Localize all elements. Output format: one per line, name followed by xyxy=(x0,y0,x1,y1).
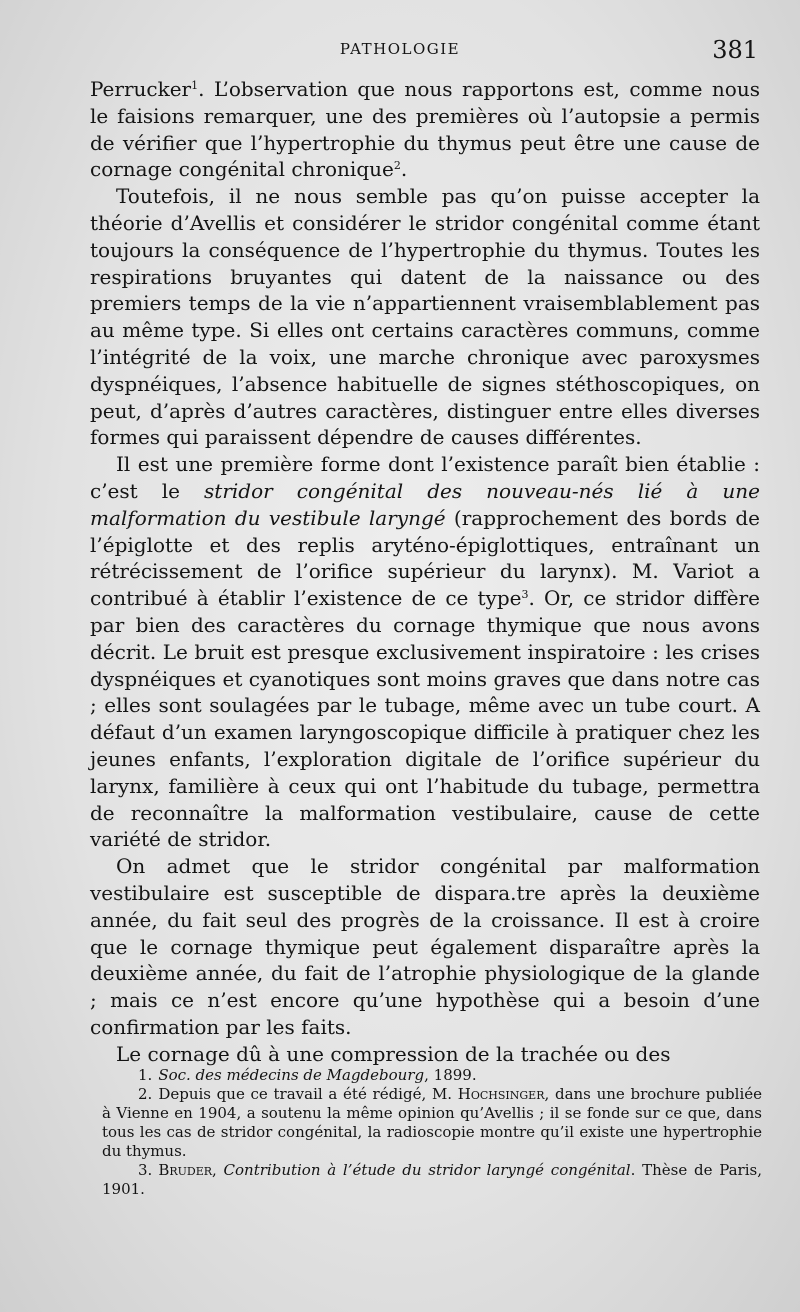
running-title: PATHOLOGIE xyxy=(339,40,461,58)
footnotes xyxy=(102,1066,762,1199)
paragraph-1-text-a: Perrucker xyxy=(90,77,192,101)
footnote-1 xyxy=(102,1066,762,1085)
paragraph-3-text-b: (rapprochement des bords de l’épiglotte et des replis aryténo-épiglottiques, entraînant un rétrécissement de l’orifice supérieur du larynx). M. Variot a contribué à établir l’existence de ce type xyxy=(90,505,760,611)
footnote-2-text-a: Depuis que ce travail a été rédigé, M. xyxy=(158,1085,458,1103)
footnote-2 xyxy=(102,1085,762,1161)
footnote-2-author: Hochsinger xyxy=(457,1085,545,1103)
footnote-2-number: 2. xyxy=(138,1085,153,1103)
footnote-3-separator: , xyxy=(212,1161,224,1179)
paragraph-3-text-a: Il est une première forme dont l’existence paraît bien établie : c’est le xyxy=(90,452,760,503)
body-text xyxy=(90,76,760,1067)
footnote-ref-3: 3 xyxy=(521,588,529,602)
paragraph-1 xyxy=(90,76,760,183)
footnote-3-rest: . Thèse de Paris, 1901. xyxy=(102,1161,762,1198)
paragraph-3-italic: stridor congénital des nouveau-nés lié à une malformation du vestibule laryngé xyxy=(90,478,760,530)
paragraph-3 xyxy=(90,451,760,853)
footnote-2-text-b: , dans une brochure publiée à Vienne en 1904, a soutenu la même opinion qu’Avellis ; il se fonde sur ce que, dans tous les cas de stridor congénital, la radioscopie montre qu’il existe une hypertrophie du thymus. xyxy=(102,1085,762,1160)
footnote-ref-1: 1 xyxy=(191,79,199,92)
paragraph-2: Toutefois, il ne nous semble pas qu’on puisse accepter la théorie d’Avellis et considérer le stridor congénital comme étant toujours la conséquence de l’hypertrophie du thymus. Toutes les respirations bruyantes qui datent de la naissance ou des premiers temps de la vie n’appartiennent vraisemblablement pas au même type. Si elles ont certains caractères communs, comme l’intégrité de la voix, une marche chronique avec paroxysmes dyspnéiques, l’absence habituelle de signes stéthoscopiques, on peut, d’après d’autres caractères, distinguer entre elles diverses formes qui paraissent dépendre de causes différentes. xyxy=(90,184,760,450)
footnote-1-rest: , 1899. xyxy=(424,1066,477,1084)
footnote-ref-2: 2 xyxy=(393,159,401,173)
paragraph-4: On admet que le stridor congénital par malformation vestibulaire est susceptible de dispara.tre après la deuxième année, du fait seul des progrès de la croissance. Il est à croire que le cornage thymique peut également disparaître après la deuxième année, du fait de l’atrophie physiologique de la glande ; mais ce n’est encore qu’une hypothèse qui a besoin d’une confirmation par les faits. xyxy=(90,854,760,1039)
paragraph-1-text-b: . L’observation que nous rapportons est, comme nous le faisions remarquer, une des premières où l’autopsie a permis de vérifier que l’hypertrophie du thymus peut être une cause de cornage congénital chronique xyxy=(90,77,760,182)
paragraph-5: Le cornage dû à une compression de la trachée ou des xyxy=(116,1041,671,1066)
footnote-1-italic: Soc. des médecins de Magdebourg xyxy=(158,1066,425,1084)
paragraph-1-text-c: . xyxy=(400,157,408,182)
page-number: 381 xyxy=(712,36,758,64)
footnote-3-italic: Contribution à l’étude du stridor laryngé congénital xyxy=(223,1161,631,1179)
paragraph-3-text-c: . Or, ce stridor diffère par bien des caractères du cornage thymique que nous avons décrit. Le bruit est presque exclusivement inspiratoire : les crises dyspnéiques et cyanotiques sont moins graves que dans notre cas ; elles sont soulagées par le tubage, même avec un tube court. A défaut d’un examen laryngoscopique difficile à pratiquer chez les jeunes enfants, l’exploration digitale de l’orifice supérieur du larynx, familière à ceux qui ont l’habitude du tubage, permettra de reconnaître la malformation vestibulaire, cause de cette variété de stridor. xyxy=(90,586,760,852)
footnote-1-number: 1. xyxy=(138,1066,153,1084)
footnote-3-author: Bruder xyxy=(158,1161,213,1179)
footnote-3-number: 3. xyxy=(138,1161,153,1179)
running-head xyxy=(0,38,800,62)
footnote-3 xyxy=(102,1161,762,1199)
